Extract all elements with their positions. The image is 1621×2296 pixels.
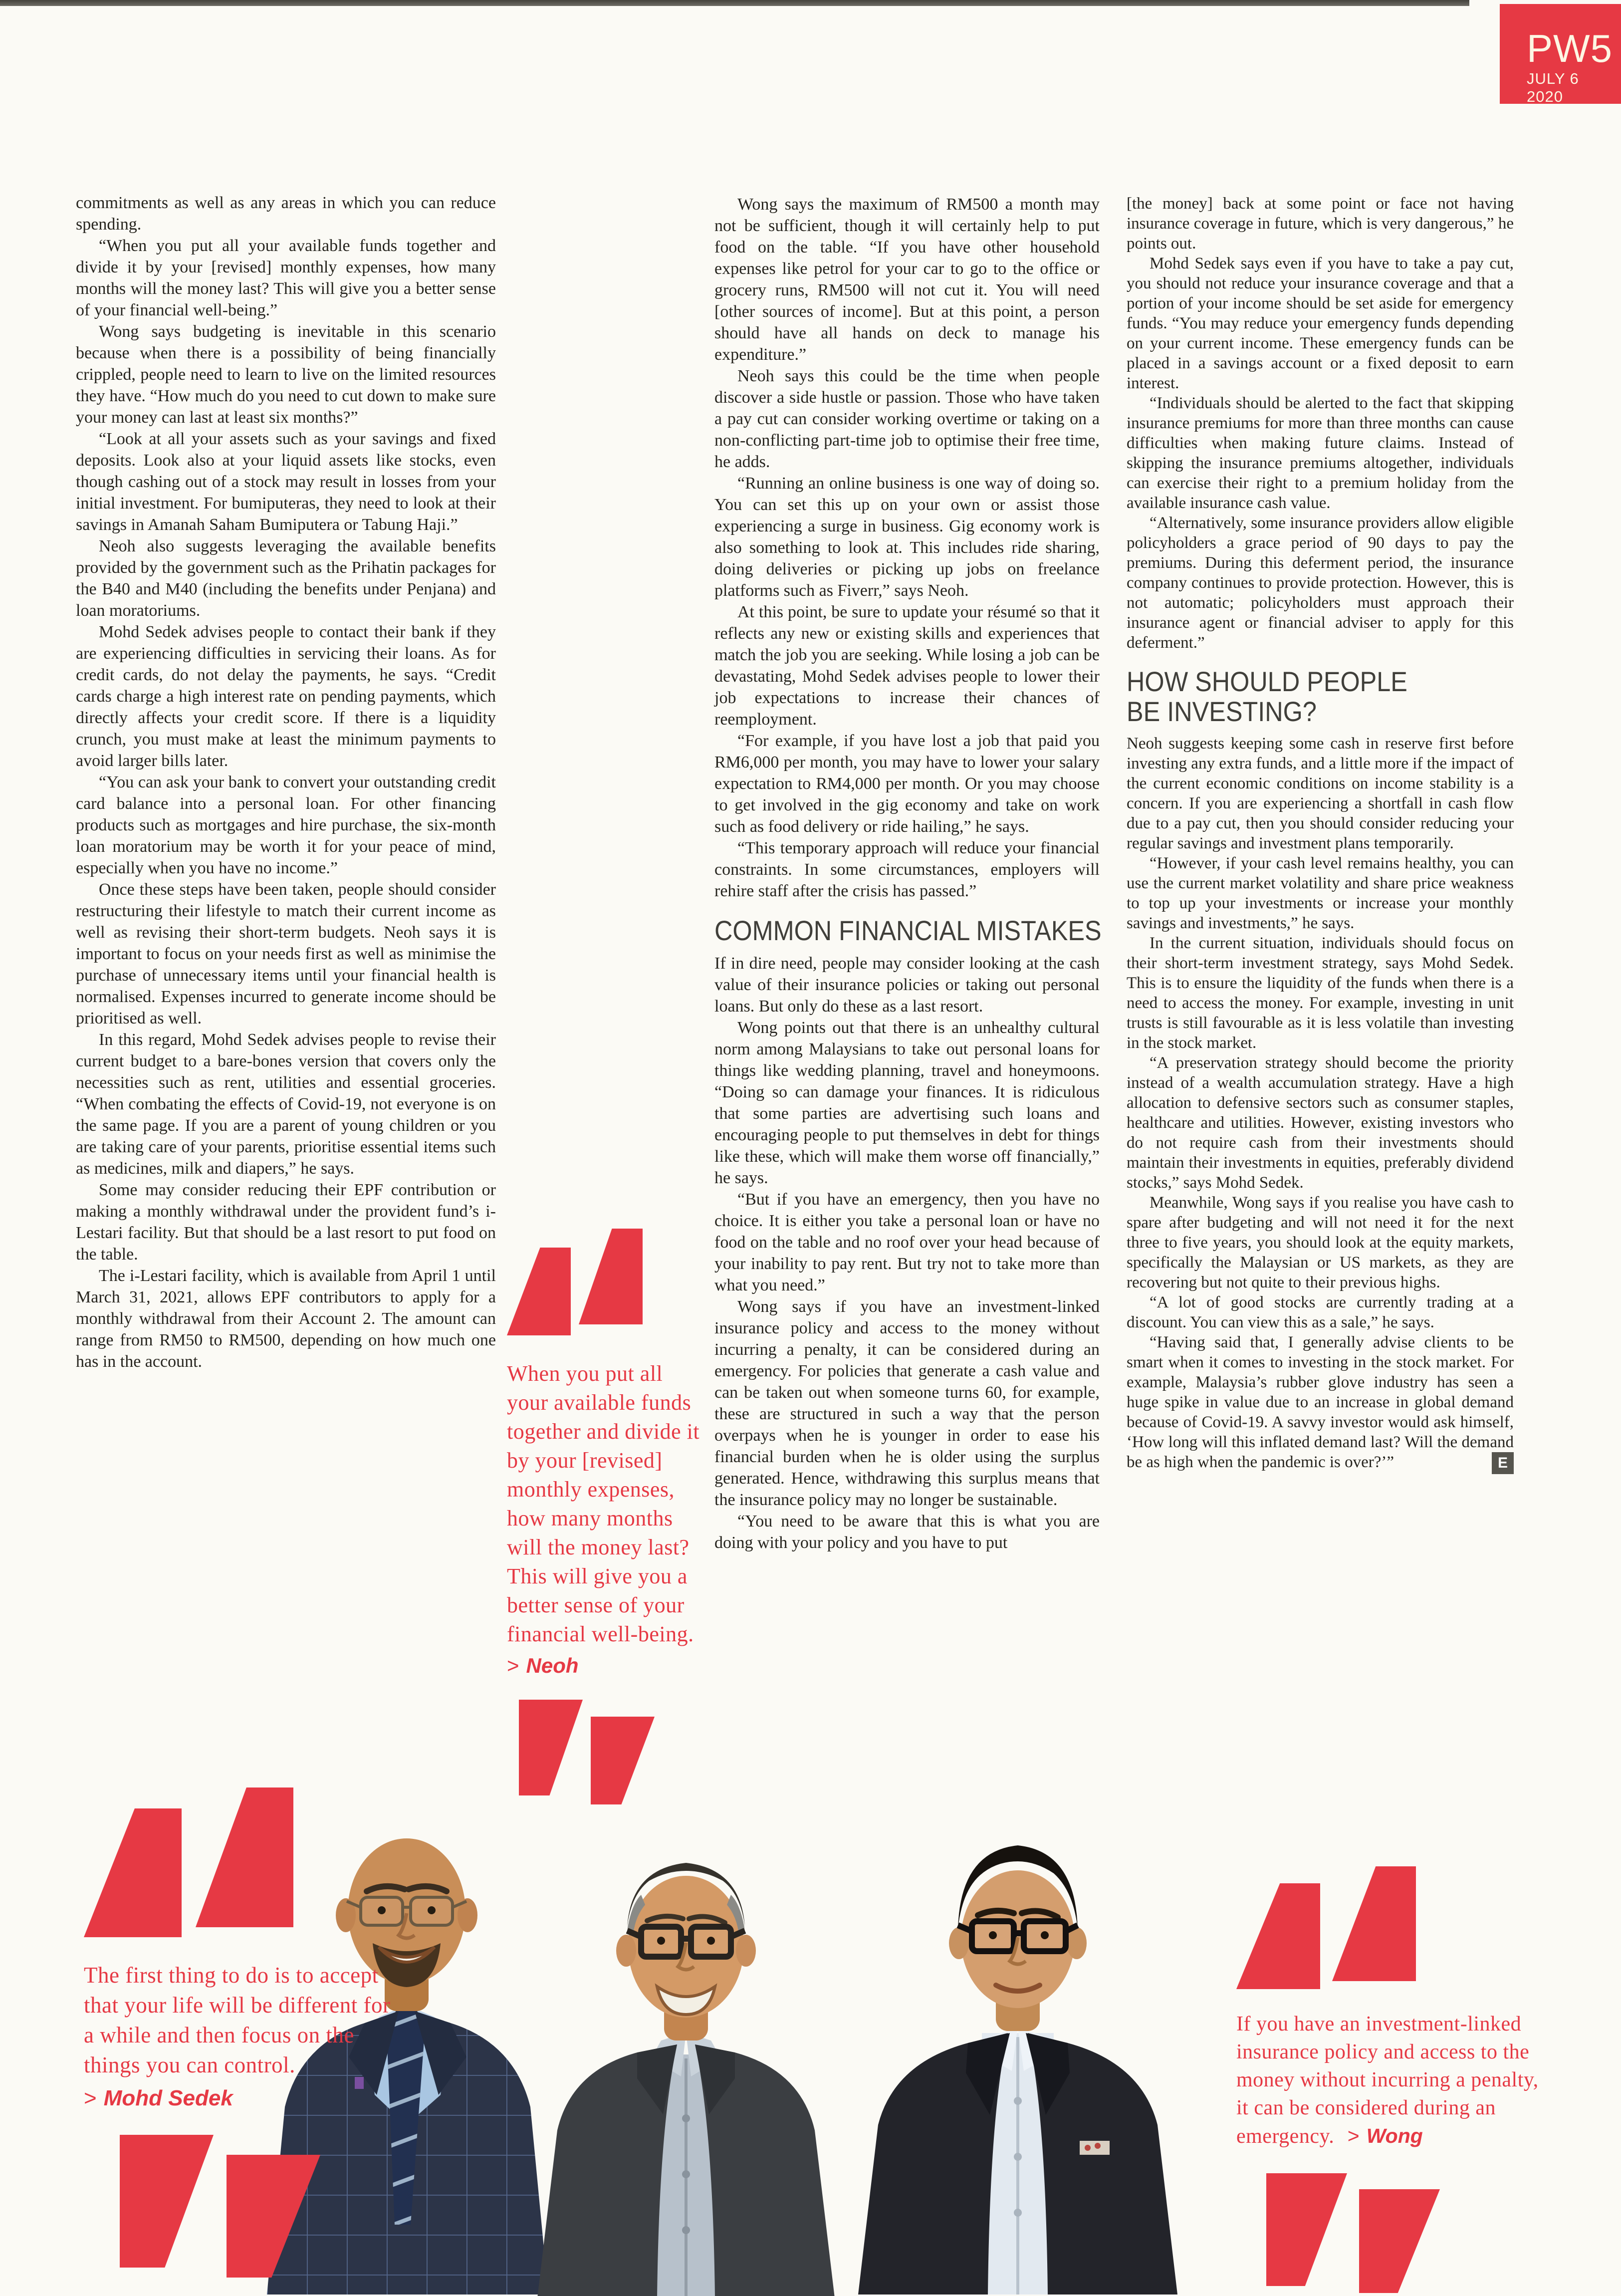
paragraph: “A lot of good stocks are currently trading at a discount. You can view this as a sale,” he says. xyxy=(1127,1293,1514,1331)
paragraph: Wong points out that there is an unhealthy cultural norm among Malaysians to take out personal loans for things like wedding planning, travel and honeymoons. “Doing so can damage your finances. It is ridiculous that some parties are advertising such loans and encouraging people to put themselves in debt for things like these, which will make them worse off financially,” he says. xyxy=(714,1019,1100,1187)
open-quote-icon xyxy=(84,1787,406,1937)
pullquote-wong xyxy=(1236,1866,1543,2293)
paragraph: In this regard, Mohd Sedek advises people to revise their current budget to a bare-bones version that covers only the necessities such as rent, utilities and essential groceries. “When combating the effects of Covid-19, not everyone is on the same page. If you are a parent of young children or you are taking care of your parents, prioritise essential items such as medicines, milk and diapers,” he says. xyxy=(76,1030,496,1178)
page-top-edge xyxy=(0,0,1469,6)
pullquote-text: If you have an investment-linked insurance policy and access to the money without incurring a penalty, it can be considered during an emergency. xyxy=(1236,2013,1539,2148)
paragraph: Wong says if you have an investment-linked insurance policy and access to the money without incurring a penalty, it can be considered during an emergency. For policies that generate a cash value and can be taken out when someone turns 60, for example, these are structured in such a way that the person overpays when he is younger in order to ease his financial burden when he is older using the surplus generated. Hence, withdrawing this surplus means that the insurance policy may no longer be sustainable. xyxy=(714,1297,1100,1509)
pullquote-mohd-sedek xyxy=(84,1787,406,2278)
paragraph: “When you put all your available funds together and divide it by your [revised] monthly expenses, how many months will the money last? This will give you a better sense of your financial well-being.” xyxy=(76,237,496,319)
paragraph: commitments as well as any areas in which you can reduce spending. xyxy=(76,194,496,234)
end-of-article-mark: E xyxy=(1492,1452,1514,1474)
attribution-name: Neoh xyxy=(526,1654,579,1677)
attribution-name: Mohd Sedek xyxy=(103,2086,233,2110)
paragraph: Some may consider reducing their EPF contribution or making a monthly withdrawal under the provident fund’s i-Lestari facility. But that should be a last resort to put food on the table. xyxy=(76,1181,496,1264)
paragraph: Neoh says this could be the time when people discover a side hustle or passion. Those who have taken a pay cut can consider working overtime or taking on a non-conflicting part-time job to optimise their free time, he adds. xyxy=(714,367,1100,471)
paragraph: “However, if your cash level remains healthy, you can use the current market volatility and share price weakness to top up your investments or increase your monthly savings and investments,” he says. xyxy=(1127,854,1514,932)
paragraph: “But if you have an emergency, then you have no choice. It is either you take a personal loan or have no food on the table and no roof over your head because of your inability to pay rent. But try not to take more than what you need.” xyxy=(714,1190,1100,1294)
pullquote-neoh xyxy=(507,1229,704,1804)
close-quote-icon xyxy=(519,1700,704,1804)
paragraph: [the money] back at some point or face not having insurance coverage in future, which is very dangerous,” he points out. xyxy=(1127,195,1514,253)
paragraph: “You need to be aware that this is what you are doing with your policy and you have to put xyxy=(714,1512,1100,1552)
attribution-arrow: > xyxy=(84,2086,97,2110)
photo-neoh xyxy=(501,1819,871,2296)
paragraph: “You can ask your bank to convert your outstanding credit card balance into a personal loan. For other financing products such as mortgages and hire purchase, the six-month loan moratorium may be worth it for your peace of mind, especially when you have no income.” xyxy=(76,773,496,877)
paragraph: “This temporary approach will reduce your financial constraints. In some circumstances, employers will rehire staff after the crisis has passed.” xyxy=(714,839,1100,900)
paragraph: Wong says budgeting is inevitable in this scenario because when there is a possibility of being financially crippled, people need to learn to live on the limited resources they have. “How much do you need to cut down to make sure your money can last at least six months?” xyxy=(76,322,496,427)
paragraph: Meanwhile, Wong says if you realise you have cash to spare after budgeting and will not need it for the next three to five years, you should look at the equity markets, specifically the Malaysian or US markets, as they are recovering but not quite to their previous highs. xyxy=(1127,1194,1514,1291)
paragraph: Wong says the maximum of RM500 a month may not be sufficient, though it will certainly help to put food on the table. “If you have other household expenses like petrol for your car to go to the office or grocery runs, RM500 will not cut it. You will need [other sources of income]. But at this point, a person should have all hands on deck to manage his expenditure.” xyxy=(714,195,1100,364)
open-quote-icon xyxy=(1236,1866,1543,1989)
attribution-arrow: > xyxy=(507,1654,519,1677)
page-number: PW5 xyxy=(1527,26,1613,70)
paragraph: The i-Lestari facility, which is available from April 1 until March 31, 2021, allows EPF contributors to apply for a monthly withdrawal from their Account 2. The amount can range from RM50 to RM500, depending on how much one has in the account. xyxy=(76,1267,496,1371)
paragraph: “Look at all your assets such as your savings and fixed deposits. Look also at your liquid assets like stocks, even though cashing out of a stock may result in losses from your initial investment. For bumiputeras, they need to look at their savings in Amanah Saham Bumiputera or Tabung Haji.” xyxy=(76,430,496,534)
section-heading-common-financial-mistakes: COMMON FINANCIAL MISTAKES xyxy=(714,915,1102,946)
attribution-arrow: > xyxy=(1347,2124,1360,2147)
pullquote-text-wrap xyxy=(1236,2010,1543,2150)
pullquote-text: When you put all your available funds together and divide it by your [revised] monthly expenses, how many months will the money last? This will give you a better sense of your financial well-being. xyxy=(507,1361,700,1646)
pullquote-attribution xyxy=(507,1654,704,1678)
pullquote-attribution xyxy=(84,2086,406,2111)
paragraph: Neoh suggests keeping some cash in reserve first before investing any extra funds, and a little more if the impact of the current economic conditions on income stability is a concern. If you are experiencing a shortfall in cash flow due to a pay cut, then you should consider reducing your regular savings and investment plans temporarily. xyxy=(1127,735,1514,852)
paragraph: “Having said that, I generally advise clients to be smart when it comes to investing in the stock market. For example, Malaysia’s rubber glove industry has seen a huge spike in value due to an increase in global demand because of Covid-19. A savvy investor would ask himself, ‘How long will this inflated demand last? Will the demand be as high when the pandemic is over?’” xyxy=(1127,1333,1514,1471)
paragraph: “Running an online business is one way of doing so. You can set this up on your own or assist those experiencing a surge in business. Gig economy work is also something to look at. This includes ride sharing, doing deliveries or picking up jobs on freelance platforms such as Fiverr,” says Neoh. xyxy=(714,474,1100,600)
issue-date-line2: 2020 xyxy=(1527,88,1563,105)
section-heading-line2: BE INVESTING? xyxy=(1127,696,1317,727)
paragraph: At this point, be sure to update your résumé so that it reflects any new or existing skills and experiences that match the job you are seeking. While losing a job can be devastating, Mohd Sedek advises people to lower their job expectations to increase their chances of reemployment. xyxy=(714,603,1100,729)
page-number-badge xyxy=(1500,4,1621,104)
paragraph: Once these steps have been taken, people should consider restructuring their lifestyle to match their current income as well as revising their short-term budgets. Neoh says it is important to focus on your needs first as well as minimise the purchase of unnecessary items until your financial health is normalised. Expenses incurred to generate income should be prioritised as well. xyxy=(76,880,496,1027)
paragraph: If in dire need, people may consider looking at the cash value of their insurance policies or taking out personal loans. But only do these as a last resort. xyxy=(714,954,1100,1016)
paragraph: “A preservation strategy should become the priority instead of a wealth accumulation strategy. Have a high allocation to defensive sectors such as consumer staples, healthcare and utilities. However, existing investors who do not require cash from their investments should maintain their investments in equities, preferably dividend stocks,” says Mohd Sedek. xyxy=(1127,1054,1514,1192)
attribution-name: Wong xyxy=(1366,2124,1423,2147)
photo-wong xyxy=(818,1805,1217,2295)
paragraph: In the current situation, individuals should focus on their short-term investment strategy, says Mohd Sedek. This is to ensure the liquidity of the funds when there is a need to access the money. For example, investing in unit trusts is still favourable as it is less volatile than investing in the stock market. xyxy=(1127,934,1514,1052)
pullquote-attribution xyxy=(1348,2124,1423,2147)
paragraph: Neoh also suggests leveraging the available benefits provided by the government such as the Prihatin packages for the B40 and M40 (including the benefits under Penjana) and loan moratoriums. xyxy=(76,537,496,620)
article-column-2 xyxy=(714,194,1100,1553)
paragraph: Mohd Sedek advises people to contact their bank if they are experiencing difficulties in servicing their loans. As for credit cards, do not delay the payments, he says. “Credit cards charge a high interest rate on pending payments, which directly affects your credit score. If there is a liquidity crunch, you must make at least the minimum payments to avoid larger bills later. xyxy=(76,623,496,770)
close-quote-icon xyxy=(1266,2173,1543,2293)
paragraph: “Alternatively, some insurance providers allow eligible policyholders a grace period of 90 days to pay the premiums. During this deferment period, the insurance company continues to provide protection. However, this is not automatic; policyholders must approach their insurance agent or financial adviser to apply for this deferment.” xyxy=(1127,514,1514,652)
pullquote-text: The first thing to do is to accept that your life will be different for a while and then focus on the things you can control. xyxy=(84,1963,391,2077)
close-quote-icon xyxy=(120,2135,406,2278)
article-column-3 xyxy=(1127,194,1514,1474)
article-column-1 xyxy=(76,192,496,1372)
open-quote-icon xyxy=(507,1229,704,1335)
paragraph: Mohd Sedek says even if you have to take a pay cut, you should not reduce your insurance coverage and that a portion of your income should be set aside for emergency funds. “You may reduce your emergency funds depending on your current income. These emergency funds can be placed in a savings account or a fixed deposit to earn interest. xyxy=(1127,255,1514,392)
paragraph: “Individuals should be alerted to the fact that skipping insurance premiums for more than three months can cause difficulties when making future claims. Instead of skipping the insurance premiums altogether, individuals can exercise their right to a premium holiday from the available insurance cash value. xyxy=(1127,394,1514,512)
section-heading-how-should-people-be-investing xyxy=(1127,667,1475,727)
issue-date-line1: JULY 6 xyxy=(1527,70,1579,87)
paragraph: “For example, if you have lost a job that paid you RM6,000 per month, you may have to lower your salary expectation to RM4,000 per month. Or you may choose to get involved in the gig economy and take on work such as food delivery or ride hailing,” he says. xyxy=(714,732,1100,836)
section-heading-line1: HOW SHOULD PEOPLE xyxy=(1127,666,1407,697)
